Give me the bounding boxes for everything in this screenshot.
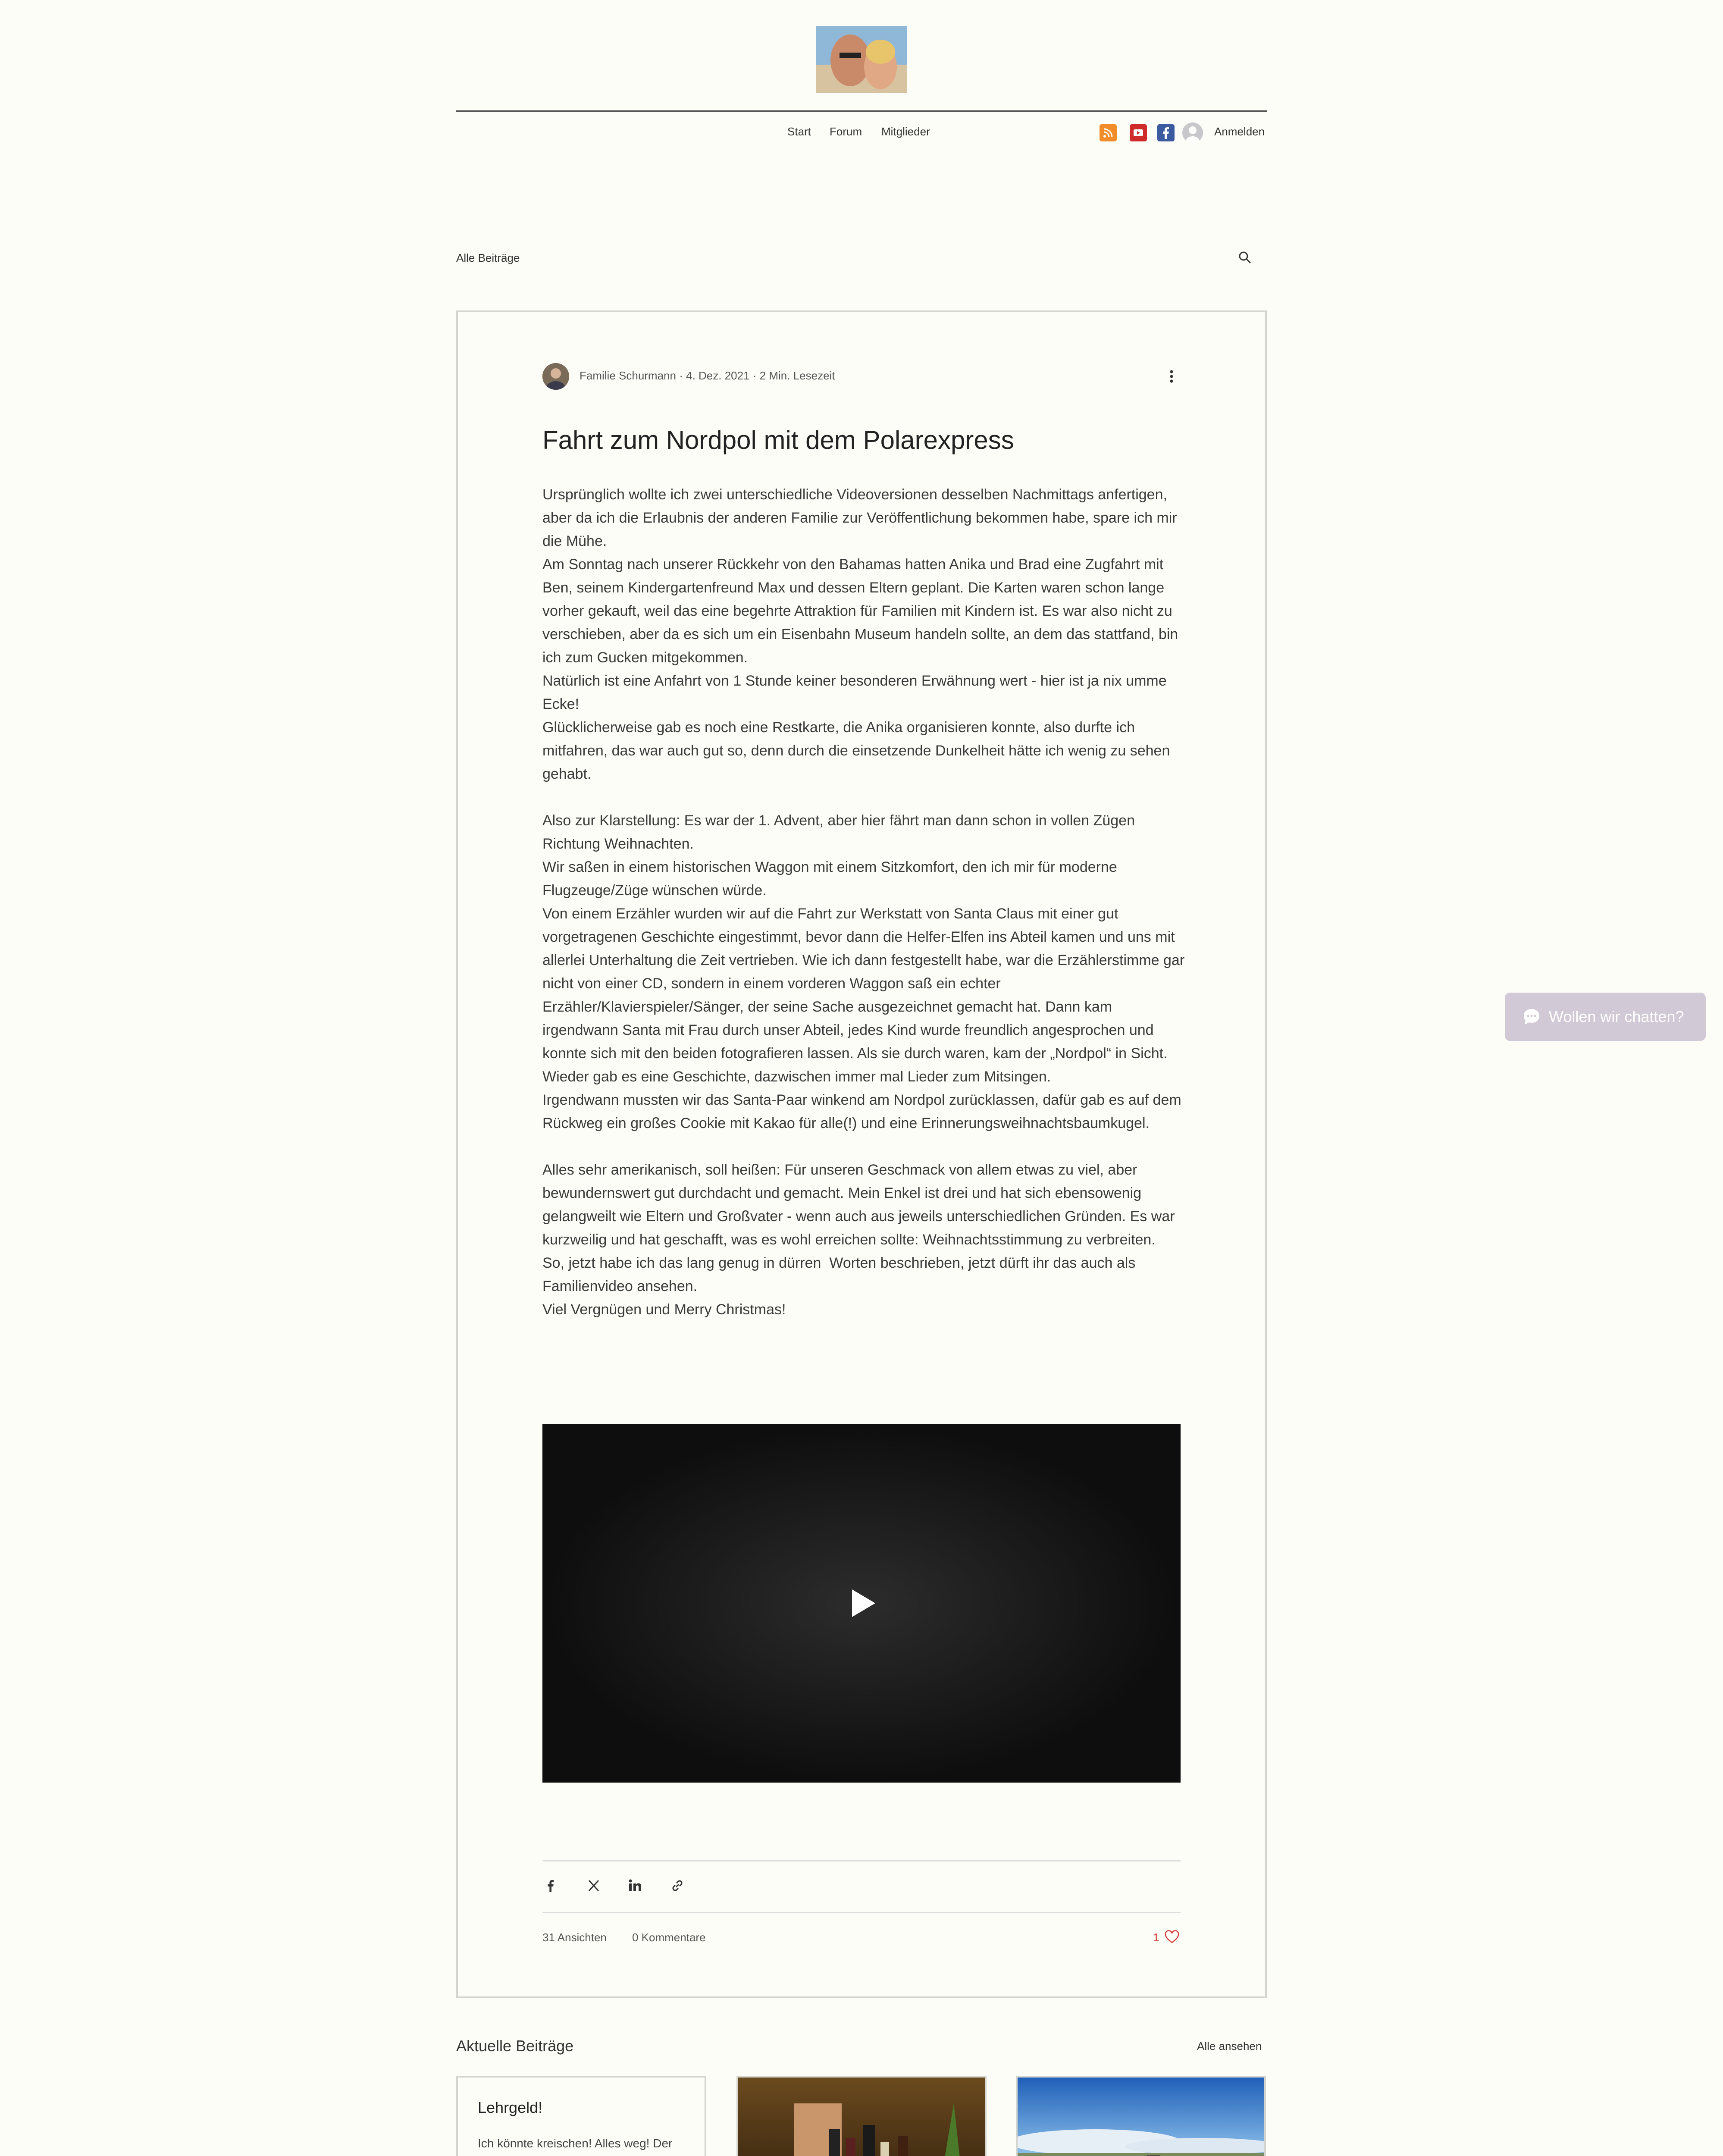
- read-time: 2 Min. Lesezeit: [759, 369, 835, 382]
- recent-post-card[interactable]: [1016, 2076, 1266, 2156]
- view-count: 31 Ansichten: [542, 1931, 607, 1944]
- post-paragraph: Glücklicherweise gab es noch eine Restkarte, die Anika organisieren konnte, also durfte ich mitfahren, das war auch gut so, denn durch die einsetzende Dunkelheit hätte ich wenig zu sehen gehabt.: [542, 719, 1174, 782]
- chat-bubble-icon: [1522, 1007, 1541, 1026]
- site-logo[interactable]: [816, 26, 907, 93]
- recent-posts-title: Aktuelle Beiträge: [456, 2037, 574, 2055]
- divider: [542, 1912, 1181, 1913]
- recent-post-title[interactable]: Lehrgeld!: [478, 2099, 543, 2116]
- post-paragraph: Natürlich ist eine Anfahrt von 1 Stunde keiner besonderen Erwähnung wert - hier ist ja nix umme Ecke!: [542, 673, 1171, 712]
- post-paragraph: Ursprünglich wollte ich zwei unterschiedliche Videoversionen desselben Nachmittags anfertigen, aber da ich die Erlaubnis der anderen Familie zur Veröffentlichung bekommen habe, spare ich mir die Mühe.: [542, 486, 1181, 549]
- post-paragraph: Also zur Klarstellung: Es war der 1. Advent, aber hier fährt man dann schon in vollen Zügen Richtung Weihnachten.: [542, 812, 1139, 852]
- post-date: 4. Dez. 2021: [686, 369, 750, 382]
- recent-post-image[interactable]: [1018, 2078, 1264, 2156]
- youtube-icon[interactable]: [1130, 124, 1147, 141]
- facebook-icon[interactable]: [1157, 124, 1175, 141]
- more-options-icon[interactable]: [1165, 366, 1178, 387]
- play-icon[interactable]: [849, 1588, 877, 1619]
- author-name[interactable]: Familie Schurmann: [580, 369, 676, 382]
- share-linkedin-icon[interactable]: [627, 1877, 643, 1894]
- chat-label: Wollen wir chatten?: [1549, 1008, 1684, 1025]
- meta-separator: ·: [752, 369, 760, 382]
- post-paragraph: Irgendwann mussten wir das Santa-Paar winkend am Nordpol zurücklassen, dafür gab es auf dem Rückweg ein großes Cookie mit Kakao für alle(!) und eine Erinnerungsweihnachtsbaumkugel.: [542, 1092, 1186, 1131]
- comment-count[interactable]: 0 Kommentare: [632, 1931, 706, 1944]
- post-paragraph: Wir saßen in einem historischen Waggon mit einem Sitzkomfort, den ich mir für moderne Flugzeuge/Züge wünschen würde.: [542, 859, 1122, 899]
- heart-icon[interactable]: [1164, 1930, 1180, 1944]
- search-icon[interactable]: [1237, 250, 1252, 265]
- nav-start[interactable]: Start: [787, 125, 811, 138]
- post-paragraph: Alles sehr amerikanisch, soll heißen: Für unseren Geschmack von allem etwas zu viel, aber bewundernswert gut durchdacht und gemacht. Mein Enkel ist drei und hat sich ebensowenig gelangweilt wie Eltern und Großvater - wenn auch aus jeweils unterschiedlichen Gründen. Es war kurzweilig und hat geschafft, was es wohl erreichen sollte: Weihnachtsstimmung zu verbreiten.: [542, 1162, 1179, 1248]
- nav-mitglieder[interactable]: Mitglieder: [881, 125, 930, 138]
- all-posts-link[interactable]: Alle Beiträge: [456, 251, 520, 264]
- recent-post-card[interactable]: [456, 2076, 706, 2156]
- meta-separator: ·: [679, 369, 686, 382]
- author-avatar[interactable]: [542, 363, 569, 390]
- nav-forum[interactable]: Forum: [830, 125, 862, 138]
- post-paragraph: Am Sonntag nach unserer Rückkehr von den Bahamas hatten Anika und Brad eine Zugfahrt mit Ben, seinem Kindergartenfreund Max und dessen Eltern geplant. Die Karten waren schon lange vorher gekauft, weil das eine begehrte Attraktion für Familien mit Kindern ist. Es war also nicht zu verschieben, aber da es sich um ein Eisenbahn Museum handeln sollte, an dem das stattfand, bin ich zum Gucken mitgekommen.: [542, 556, 1182, 666]
- rss-icon[interactable]: [1100, 124, 1117, 141]
- post-paragraph: Viel Vergnügen und Merry Christmas!: [542, 1301, 786, 1318]
- share-x-icon[interactable]: [586, 1877, 602, 1894]
- recent-post-card[interactable]: [736, 2076, 987, 2156]
- chat-button[interactable]: [1505, 993, 1706, 1041]
- header-divider: [456, 110, 1267, 112]
- post-title: Fahrt zum Nordpol mit dem Polarexpress: [542, 426, 1014, 454]
- share-link-icon[interactable]: [669, 1877, 686, 1894]
- user-avatar-icon[interactable]: [1182, 122, 1203, 143]
- divider: [542, 1860, 1181, 1861]
- see-all-link[interactable]: Alle ansehen: [1197, 2040, 1262, 2053]
- post-body: [542, 483, 1189, 1321]
- recent-post-image[interactable]: [738, 2078, 985, 2156]
- login-link[interactable]: Anmelden: [1214, 125, 1265, 138]
- post-paragraph-blank: [542, 786, 1185, 809]
- post-paragraph-blank: [542, 1135, 1185, 1158]
- post-meta: [580, 369, 835, 382]
- post-paragraph: Von einem Erzähler wurden wir auf die Fahrt zur Werkstatt von Santa Claus mit einer gut vorgetragenen Geschichte eingestimmt, bevor dann die Helfer-Elfen ins Abteil kamen und uns mit allerlei Unterhaltung die Zeit vertrieben. Wie ich dann festgestellt habe, war die Erzählerstimme gar nicht von einer CD, sondern in einem vorderen Waggon saß ein echter Erzähler/Klavierspieler/Sänger, der seine Sache ausgezeichnet gemacht hat. Dann kam irgendwann Santa mit Frau durch unser Abteil, jedes Kind wurde freundlich angesprochen und konnte sich mit den beiden fotografieren lassen. Als sie durch waren, kam der „Nordpol“ in Sicht. Wieder gab es eine Geschichte, dazwischen immer mal Lieder zum Mitsingen.: [542, 906, 1189, 1085]
- post-paragraph: So, jetzt habe ich das lang genug in dürren Worten beschrieben, jetzt dürft ihr das auch als Familienvideo ansehen.: [542, 1255, 1140, 1294]
- share-facebook-icon[interactable]: [542, 1877, 559, 1894]
- like-count: 1: [1153, 1931, 1159, 1944]
- recent-post-excerpt: Ich könnte kreischen! Alles weg! Der: [478, 2137, 673, 2150]
